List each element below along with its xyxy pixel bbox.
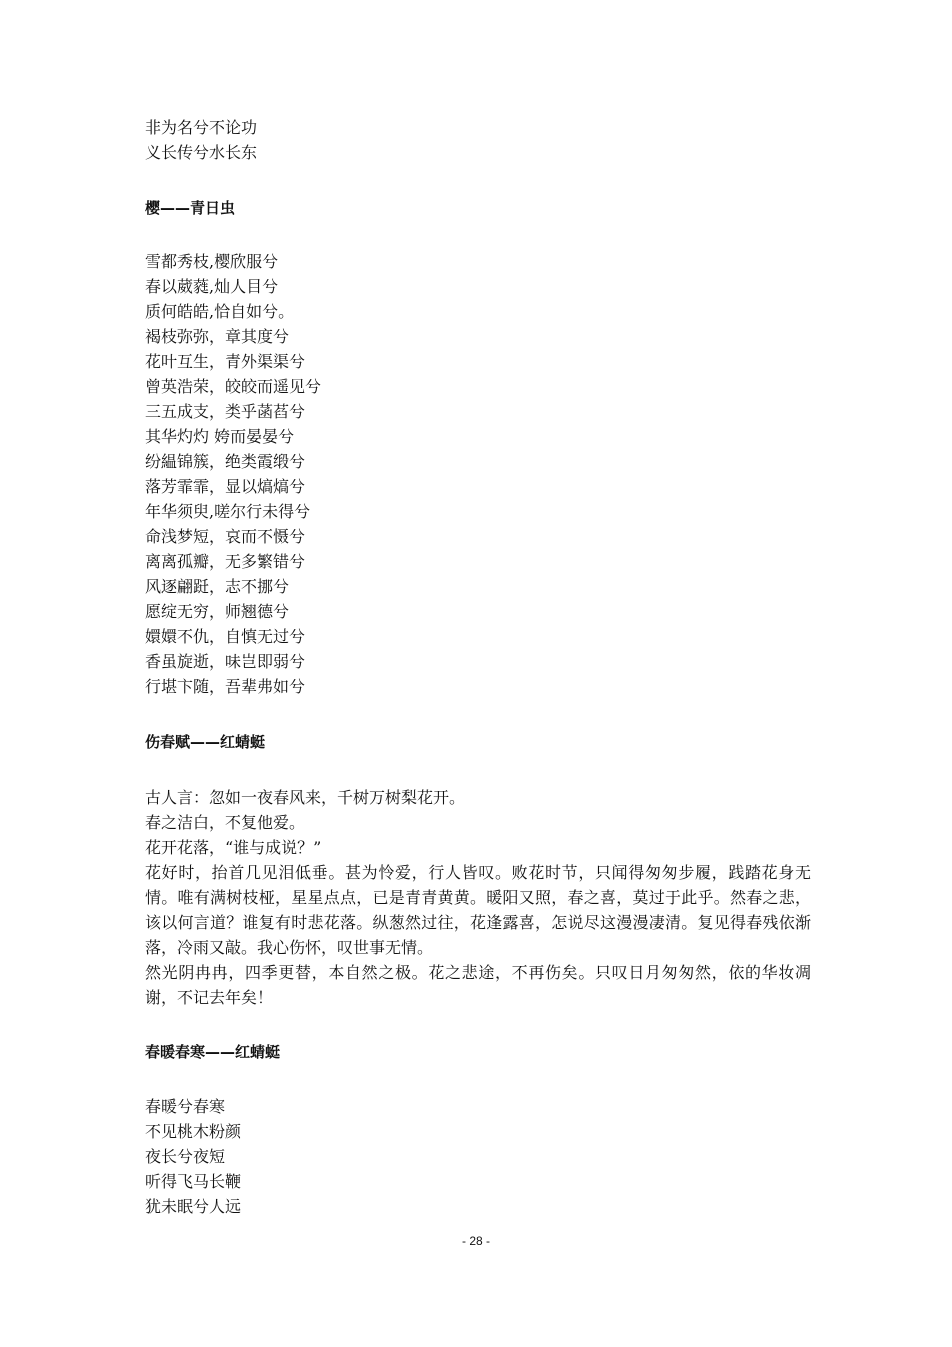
prose-paragraph: 然光阴冉冉，四季更替，本自然之极。花之悲途，不再伤矣。只叹日月匆匆然，依的华妆凋谢，不记去年矣！ — [145, 963, 811, 1007]
verse-line: 离离孤瓣，无多繁错兮 — [145, 552, 306, 571]
verse-line: 命浅梦短，哀而不慑兮 — [145, 527, 306, 546]
verse-line: 愿绽无穷，师翘德兮 — [145, 602, 290, 621]
verse-line: 不见桃木粉颜 — [145, 1122, 242, 1141]
verse-line: 嬛嬛不仇，自慎无过兮 — [145, 627, 306, 646]
verse-line: 风逐翩跹，志不挪兮 — [145, 577, 290, 596]
prose-line: 古人言：忽如一夜春风来，千树万树梨花开。 — [145, 788, 466, 807]
verse-line: 听得飞马长鞭 — [145, 1172, 242, 1191]
verse-line: 其华灼灼 姱而晏晏兮 — [145, 427, 295, 446]
verse-line: 春以葳蕤,灿人目兮 — [145, 277, 279, 296]
verse-line: 雪都秀枝,樱欣服兮 — [145, 252, 279, 271]
verse-line: 犹未眠兮人远 — [145, 1197, 242, 1216]
verse-line: 年华须臾,嗟尔行未得兮 — [145, 502, 311, 521]
verse-line: 曾英浩荣，皎皎而遥见兮 — [145, 377, 322, 396]
verse-line: 香虽旋逝，味岂即弱兮 — [145, 652, 306, 671]
verse-line: 义长传兮水长东 — [145, 143, 258, 162]
poem-verse — [145, 249, 813, 699]
page-number: - 28 - — [461, 1234, 490, 1248]
verse-line: 夜长兮夜短 — [145, 1147, 226, 1166]
verse-line: 三五成支，类乎菡萏兮 — [145, 402, 306, 421]
prose-line: 春之洁白，不复他爱。 — [145, 813, 306, 832]
verse-line: 春暖兮春寒 — [145, 1097, 226, 1116]
intro-verse — [145, 115, 813, 165]
verse-line: 质何皓皓,恰自如兮。 — [145, 302, 295, 321]
prose-paragraph: 花好时，抬首几见泪低垂。甚为怜爱，行人皆叹。败花时节，只闻得匆匆步履，践踏花身无情。唯有满树枝桠，星星点点，已是青青黄黄。暖阳又照，春之喜，莫过于此乎。然春之悲，该以何言道？谁复有时悲花落。纵葱然过往，花逢露喜，怎说尽这漫漫凄清。复见得春残依渐落，冷雨又敲。我心伤怀，叹世事无情。 — [145, 863, 811, 957]
section-heading: 伤春赋——红蜻蜓 — [145, 733, 266, 751]
verse-line: 非为名兮不论功 — [145, 118, 258, 137]
prose-lines — [145, 785, 813, 860]
poem-verse — [145, 1094, 813, 1219]
verse-line: 纷緼锦簇，绝类霞缎兮 — [145, 452, 306, 471]
prose-line: 花开花落，“谁与成说？” — [145, 838, 322, 857]
section-heading: 春暖春寒——红蜻蜓 — [145, 1043, 281, 1061]
verse-line: 落芳霏霏，显以熇熇兮 — [145, 477, 306, 496]
verse-line: 行堪卞随，吾辈弗如兮 — [145, 677, 306, 696]
section-heading: 樱——青日虫 — [145, 199, 236, 217]
verse-line: 褐枝弥弥，章其度兮 — [145, 327, 290, 346]
verse-line: 花叶互生，青外渠渠兮 — [145, 352, 306, 371]
